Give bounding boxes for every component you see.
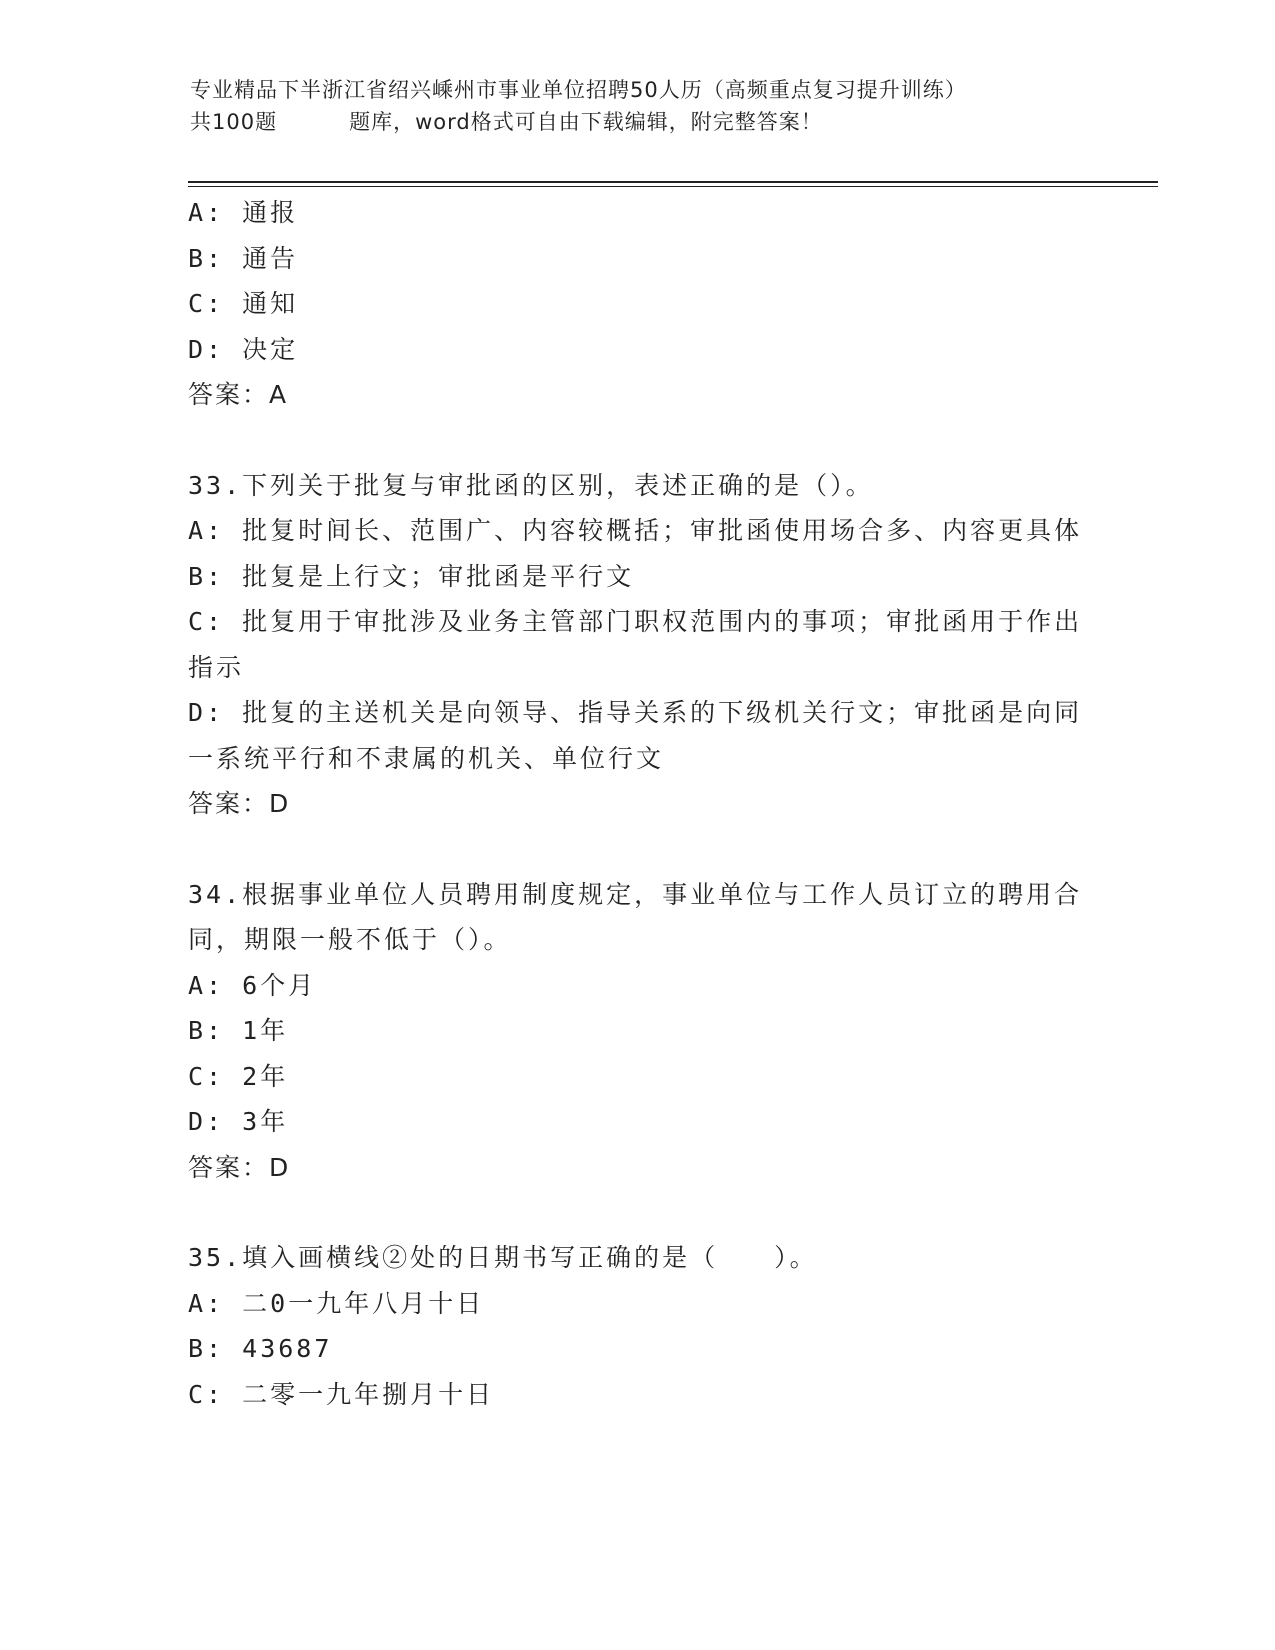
option-a: A: 通报 xyxy=(188,198,299,227)
question-33 xyxy=(188,463,1088,827)
answer-text: 答案：D xyxy=(188,1152,291,1182)
option-c: C: 2年 xyxy=(188,1061,289,1091)
answer-text: 答案：D xyxy=(188,789,291,818)
option-a: A: 批复时间长、范围广、内容较概括；审批函使用场合多、内容更具体 xyxy=(188,516,1083,545)
option-a: A: 二0一九年八月十日 xyxy=(188,1288,485,1318)
option-a: A: 6个月 xyxy=(188,970,317,1000)
question-stem: 35.填入画横线②处的日期书写正确的是（ ）。 xyxy=(188,1243,818,1272)
option-c: C: 批复用于审批涉及业务主管部门职权范围内的事项；审批函用于作出指示 xyxy=(188,607,1083,682)
question-32 xyxy=(188,190,1088,418)
answer-text: 答案：A xyxy=(188,380,289,409)
option-d: D: 批复的主送机关是向领导、指导关系的下级机关行文；审批函是向同一系统平行和不隶属的机关、单位行文 xyxy=(188,698,1083,773)
question-34 xyxy=(188,872,1088,1191)
header-question-count: 共100题 xyxy=(190,110,278,134)
option-b: B: 通告 xyxy=(188,243,299,273)
option-b: B: 批复是上行文；审批函是平行文 xyxy=(188,561,635,591)
question-stem: 33.下列关于批复与审批函的区别，表述正确的是（）。 xyxy=(188,470,874,500)
option-b: B: 43687 xyxy=(188,1334,333,1363)
option-c: C: 通知 xyxy=(188,289,299,318)
document-header xyxy=(190,74,1090,138)
question-35 xyxy=(188,1235,1088,1417)
header-title: 专业精品下半浙江省绍兴嵊州市事业单位招聘50人历（高频重点复习提升训练） xyxy=(190,78,967,102)
header-divider-thin xyxy=(188,186,1158,187)
option-d: D: 决定 xyxy=(188,334,299,364)
header-subtitle xyxy=(190,106,1090,138)
option-b: B: 1年 xyxy=(188,1016,289,1045)
question-stem: 34.根据事业单位人员聘用制度规定，事业单位与工作人员订立的聘用合同，期限一般不低于（）。 xyxy=(188,879,1083,954)
header-description: 题库，word格式可自由下载编辑，附完整答案！ xyxy=(349,110,823,134)
question-list xyxy=(188,190,1088,1417)
option-c: C: 二零一九年捌月十日 xyxy=(188,1379,495,1409)
header-divider-thick xyxy=(188,181,1158,183)
option-d: D: 3年 xyxy=(188,1107,289,1136)
